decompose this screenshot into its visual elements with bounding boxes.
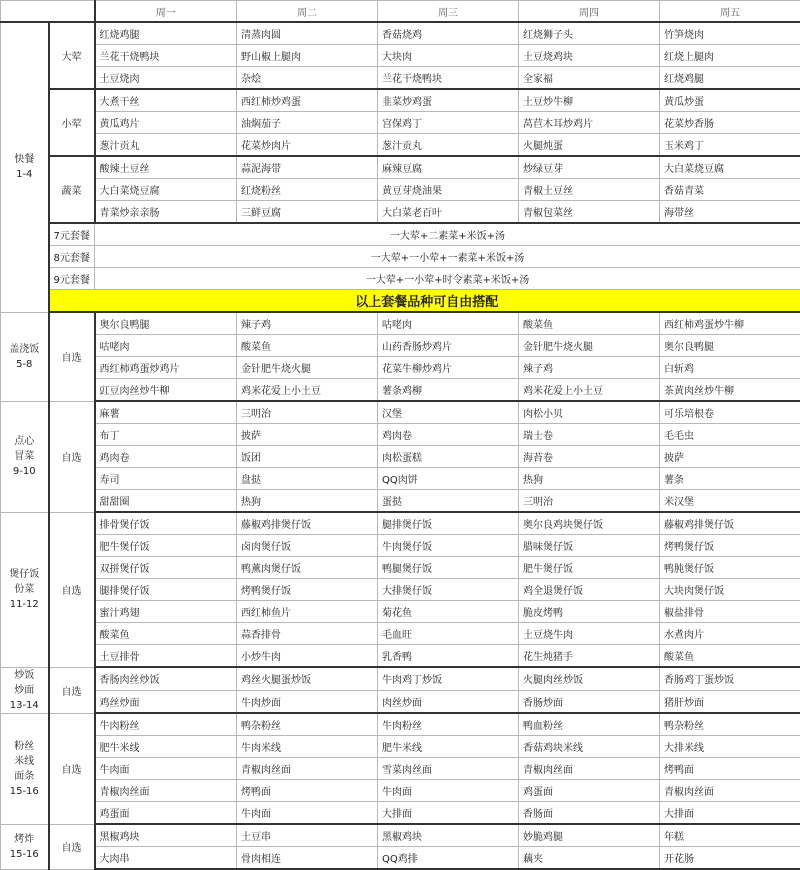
combo-row [1,223,800,246]
menu-row [1,357,800,379]
dish-cell: 奥尔良鸭腿 [660,335,800,357]
category-label-line: 冒菜 [1,449,48,464]
dish-cell: 卤肉煲仔饭 [237,535,378,557]
dish-cell: 烤鸭煲仔饭 [237,579,378,601]
dish-cell: 肥牛煲仔饭 [95,535,237,557]
dish-cell: 披萨 [237,424,378,446]
dish-cell: 西红柿炒鸡蛋 [237,89,378,112]
dish-cell: 火腿肉丝炒饭 [519,667,660,690]
dish-cell: 香菇烧鸡 [378,22,519,45]
dish-cell: 菊花鱼 [378,601,519,623]
subcategory-label: 自选 [49,512,95,667]
menu-row [1,134,800,157]
dish-cell: 米汉堡 [660,490,800,513]
dish-cell: 排骨煲仔饭 [95,512,237,535]
dish-cell: 辣子鸡 [519,357,660,379]
dish-cell: 汉堡 [378,401,519,424]
combo-label: 7元套餐 [49,223,95,246]
dish-cell: 烤鸭煲仔饭 [660,535,800,557]
menu-body [1,22,800,869]
dish-cell: 大排米线 [660,736,800,758]
menu-row [1,667,800,690]
dish-cell: 黑椒鸡块 [95,824,237,847]
dish-cell: 肥牛米线 [378,736,519,758]
category-label-line: 炒饭 [1,668,48,683]
dish-cell: 藤椒鸡排煲仔饭 [660,512,800,535]
category-label [1,512,49,667]
dish-cell: 毛血旺 [378,623,519,645]
dish-cell: 咕咾肉 [95,335,237,357]
dish-cell: 杂烩 [237,67,378,90]
dish-cell: 油焖茄子 [237,112,378,134]
category-label-line: 11-12 [1,597,48,612]
dish-cell: 青椒肉丝面 [95,780,237,802]
dish-cell: 牛肉粉丝 [378,713,519,736]
dish-cell: 牛肉炒面 [237,690,378,713]
dish-cell: 薯条 [660,468,800,490]
dish-cell: 妙脆鸡腿 [519,824,660,847]
dish-cell: 炒绿豆芽 [519,156,660,179]
dish-cell: 开花肠 [660,847,800,870]
dish-cell: 青椒肉丝面 [519,758,660,780]
dish-cell: 鸡丝炒面 [95,690,237,713]
dish-cell: 鸭杂粉丝 [237,713,378,736]
dish-cell: 火腿炖蛋 [519,134,660,157]
menu-row [1,89,800,112]
dish-cell: 红烧狮子头 [519,22,660,45]
menu-row [1,112,800,134]
dish-cell: 花菜炒肉片 [237,134,378,157]
dish-cell: 牛肉煲仔饭 [378,535,519,557]
banner-text: 以上套餐品种可自由搭配 [49,290,800,313]
dish-cell: 蛋挞 [378,490,519,513]
dish-cell: 鸡米花爱上小土豆 [237,379,378,402]
dish-cell: 西红柿鱼片 [237,601,378,623]
combo-description: 一大荤+一小荤+时令素菜+米饭+汤 [95,268,800,290]
banner-row [1,290,800,313]
dish-cell: 饭团 [237,446,378,468]
combo-label: 8元套餐 [49,246,95,268]
dish-cell: 年糕 [660,824,800,847]
dish-cell: 鸭腿煲仔饭 [378,557,519,579]
dish-cell: 小炒牛肉 [237,645,378,668]
category-label-line: 烤炸 [1,832,48,847]
dish-cell: 兰花干烧鸭块 [378,67,519,90]
dish-cell: 烤鸭面 [660,758,800,780]
dish-cell: 酸菜鱼 [95,623,237,645]
dish-cell: 茶黄肉丝炒牛柳 [660,379,800,402]
dish-cell: 大肉串 [95,847,237,870]
category-label-line: 米线 [1,754,48,769]
menu-row [1,490,800,513]
category-label-line: 煲仔饭 [1,567,48,582]
menu-row [1,780,800,802]
subcategory-label: 自选 [49,824,95,869]
dish-cell: 花生炖猪手 [519,645,660,668]
day-header: 周二 [237,1,378,23]
dish-cell: 鸡丝火腿蛋炒饭 [237,667,378,690]
menu-row [1,401,800,424]
dish-cell: 鸡全退煲仔饭 [519,579,660,601]
category-label-line: 盖浇饭 [1,342,48,357]
dish-cell: 大块肉 [378,45,519,67]
dish-cell: 香肠鸡丁蛋炒饭 [660,667,800,690]
category-label-line: 15-16 [1,847,48,862]
dish-cell: 鸡蛋面 [519,780,660,802]
dish-cell: 黑椒鸡块 [378,824,519,847]
dish-cell: 竹笋烧肉 [660,22,800,45]
dish-cell: 热狗 [519,468,660,490]
combo-row [1,246,800,268]
menu-row [1,156,800,179]
dish-cell: 奥尔良鸭腿 [95,312,237,335]
category-label [1,713,49,824]
dish-cell: 寿司 [95,468,237,490]
dish-cell: 腊味煲仔饭 [519,535,660,557]
dish-cell: 乳香鸭 [378,645,519,668]
menu-row [1,45,800,67]
dish-cell: 海苔卷 [519,446,660,468]
menu-row [1,424,800,446]
dish-cell: 肉丝炒面 [378,690,519,713]
dish-cell: 全家福 [519,67,660,90]
dish-cell: 土豆炒牛柳 [519,89,660,112]
menu-row [1,379,800,402]
menu-row [1,335,800,357]
dish-cell: 酸辣土豆丝 [95,156,237,179]
dish-cell: 鸡米花爱上小土豆 [519,379,660,402]
dish-cell: 牛肉鸡丁炒饭 [378,667,519,690]
dish-cell: 青椒肉丝面 [660,780,800,802]
menu-row [1,690,800,713]
day-header: 周四 [519,1,660,23]
dish-cell: 土豆烧牛肉 [519,623,660,645]
header-row [1,1,800,23]
dish-cell: 鸡肉卷 [95,446,237,468]
menu-row [1,512,800,535]
dish-cell: 藕夹 [519,847,660,870]
category-label [1,312,49,401]
dish-cell: 牛肉米线 [237,736,378,758]
dish-cell: 奥尔良鸡块煲仔饭 [519,512,660,535]
dish-cell: 鸭薰肉煲仔饭 [237,557,378,579]
menu-row [1,446,800,468]
day-header: 周三 [378,1,519,23]
dish-cell: 鸭杂粉丝 [660,713,800,736]
dish-cell: 骨肉相连 [237,847,378,870]
menu-row [1,645,800,668]
menu-row [1,557,800,579]
menu-row [1,201,800,224]
category-label-line: 点心 [1,434,48,449]
menu-row [1,824,800,847]
dish-cell: 烤鸭面 [237,780,378,802]
subcategory-label: 自选 [49,312,95,401]
dish-cell: 金针肥牛烧火腿 [519,335,660,357]
dish-cell: 韭菜炒鸡蛋 [378,89,519,112]
dish-cell: 黄豆芽烧油果 [378,179,519,201]
dish-cell: 莴苣木耳炒鸡片 [519,112,660,134]
dish-cell: 青椒包菜丝 [519,201,660,224]
category-label-line: 粉丝 [1,739,48,754]
dish-cell: 辣子鸡 [237,312,378,335]
dish-cell: 肉松小贝 [519,401,660,424]
dish-cell: 椒盐排骨 [660,601,800,623]
dish-cell: 藤椒鸡排煲仔饭 [237,512,378,535]
dish-cell: 披萨 [660,446,800,468]
category-label [1,667,49,713]
category-label-line: 13-14 [1,698,48,713]
dish-cell: 香菇鸡块米线 [519,736,660,758]
dish-cell: 大白菜烧豆腐 [660,156,800,179]
category-label [1,22,49,312]
dish-cell: 猪肝炒面 [660,690,800,713]
subcategory-label: 大荤 [49,22,95,89]
dish-cell: 土豆烧肉 [95,67,237,90]
menu-row [1,736,800,758]
category-label-line: 5-8 [1,357,48,372]
dish-cell: 青椒土豆丝 [519,179,660,201]
menu-row [1,468,800,490]
subcategory-label: 自选 [49,713,95,824]
dish-cell: 肥牛米线 [95,736,237,758]
dish-cell: 大排面 [378,802,519,825]
combo-description: 一大荤+二素菜+米饭+汤 [95,223,800,246]
dish-cell: 大块肉煲仔饭 [660,579,800,601]
dish-cell: 花菜炒香肠 [660,112,800,134]
dish-cell: 甜甜圈 [95,490,237,513]
dish-cell: 香肠肉丝炒饭 [95,667,237,690]
dish-cell: 香肠炒面 [519,690,660,713]
subcategory-label: 自选 [49,401,95,512]
category-label [1,401,49,512]
dish-cell: 酸菜鱼 [519,312,660,335]
dish-cell: 牛肉面 [378,780,519,802]
dish-cell: 鸭血粉丝 [519,713,660,736]
combo-description: 一大荤+一小荤+一素菜+米饭+汤 [95,246,800,268]
dish-cell: 土豆串 [237,824,378,847]
dish-cell: 土豆烧鸡块 [519,45,660,67]
menu-row [1,22,800,45]
dish-cell: 牛肉面 [95,758,237,780]
menu-row [1,847,800,870]
dish-cell: 香肠面 [519,802,660,825]
dish-cell: 西红柿鸡蛋炒牛柳 [660,312,800,335]
dish-cell: 花菜牛柳炒鸡片 [378,357,519,379]
dish-cell: 红烧鸡腿 [95,22,237,45]
dish-cell: 三明治 [237,401,378,424]
dish-cell: 大白菜老百叶 [378,201,519,224]
dish-cell: 酸菜鱼 [237,335,378,357]
dish-cell: 酸菜鱼 [660,645,800,668]
dish-cell: 可乐培根卷 [660,401,800,424]
dish-cell: 薯条鸡柳 [378,379,519,402]
dish-cell: 香菇青菜 [660,179,800,201]
dish-cell: 双拼煲仔饭 [95,557,237,579]
category-label-line: 1-4 [1,167,48,182]
menu-row [1,179,800,201]
dish-cell: 鸭肫煲仔饭 [660,557,800,579]
combo-label: 9元套餐 [49,268,95,290]
dish-cell: 牛肉面 [237,802,378,825]
dish-cell: 宫保鸡丁 [378,112,519,134]
menu-row [1,623,800,645]
dish-cell: 大白菜烧豆腐 [95,179,237,201]
dish-cell: QQ鸡排 [378,847,519,870]
dish-cell: 腿排煲仔饭 [95,579,237,601]
dish-cell: 大排煲仔饭 [378,579,519,601]
dish-cell: 鸡蛋面 [95,802,237,825]
dish-cell: 三鲜豆腐 [237,201,378,224]
dish-cell: 蒜香排骨 [237,623,378,645]
category-label [1,824,49,869]
dish-cell: 鸡肉卷 [378,424,519,446]
dish-cell: QQ肉饼 [378,468,519,490]
category-label-line: 9-10 [1,464,48,479]
menu-row [1,535,800,557]
dish-cell: 盘挞 [237,468,378,490]
header-corner [1,1,95,23]
category-label-line: 炒面 [1,683,48,698]
dish-cell: 西红柿鸡蛋炒鸡片 [95,357,237,379]
dish-cell: 海带丝 [660,201,800,224]
menu-row [1,579,800,601]
dish-cell: 金针肥牛烧火腿 [237,357,378,379]
dish-cell: 水煮肉片 [660,623,800,645]
dish-cell: 红烧粉丝 [237,179,378,201]
dish-cell: 青椒肉丝面 [237,758,378,780]
dish-cell: 豇豆肉丝炒牛柳 [95,379,237,402]
dish-cell: 野山椒上腿肉 [237,45,378,67]
subcategory-label: 小荤 [49,89,95,156]
category-label-line: 15-16 [1,784,48,799]
dish-cell: 肥牛煲仔饭 [519,557,660,579]
dish-cell: 黄瓜炒蛋 [660,89,800,112]
dish-cell: 黄瓜鸡片 [95,112,237,134]
dish-cell: 土豆排骨 [95,645,237,668]
dish-cell: 葱汁贡丸 [95,134,237,157]
dish-cell: 兰花干烧鸭块 [95,45,237,67]
dish-cell: 红烧鸡腿 [660,67,800,90]
subcategory-label: 自选 [49,667,95,713]
dish-cell: 牛肉粉丝 [95,713,237,736]
dish-cell: 三明治 [519,490,660,513]
dish-cell: 蒜泥海带 [237,156,378,179]
menu-row [1,802,800,825]
dish-cell: 大煮干丝 [95,89,237,112]
category-label-line: 份菜 [1,582,48,597]
subcategory-label: 蔬菜 [49,156,95,223]
dish-cell: 热狗 [237,490,378,513]
dish-cell: 麻薯 [95,401,237,424]
dish-cell: 山药香肠炒鸡片 [378,335,519,357]
dish-cell: 蜜汁鸡翅 [95,601,237,623]
menu-row [1,713,800,736]
menu-row [1,758,800,780]
category-label-line: 面条 [1,769,48,784]
combo-row [1,268,800,290]
dish-cell: 腿排煲仔饭 [378,512,519,535]
dish-cell: 玉米鸡丁 [660,134,800,157]
dish-cell: 肉松蛋糕 [378,446,519,468]
dish-cell: 毛毛虫 [660,424,800,446]
dish-cell: 清蒸肉圆 [237,22,378,45]
category-label-line: 快餐 [1,152,48,167]
dish-cell: 葱汁贡丸 [378,134,519,157]
dish-cell: 红烧上腿肉 [660,45,800,67]
dish-cell: 布丁 [95,424,237,446]
dish-cell: 麻辣豆腐 [378,156,519,179]
dish-cell: 白斩鸡 [660,357,800,379]
menu-row [1,312,800,335]
day-header: 周五 [660,1,800,23]
dish-cell: 脆皮烤鸭 [519,601,660,623]
menu-row [1,67,800,90]
dish-cell: 青菜炒亲亲肠 [95,201,237,224]
menu-row [1,601,800,623]
day-header: 周一 [95,1,237,23]
dish-cell: 咕咾肉 [378,312,519,335]
dish-cell: 瑞士卷 [519,424,660,446]
dish-cell: 大排面 [660,802,800,825]
dish-cell: 雪菜肉丝面 [378,758,519,780]
